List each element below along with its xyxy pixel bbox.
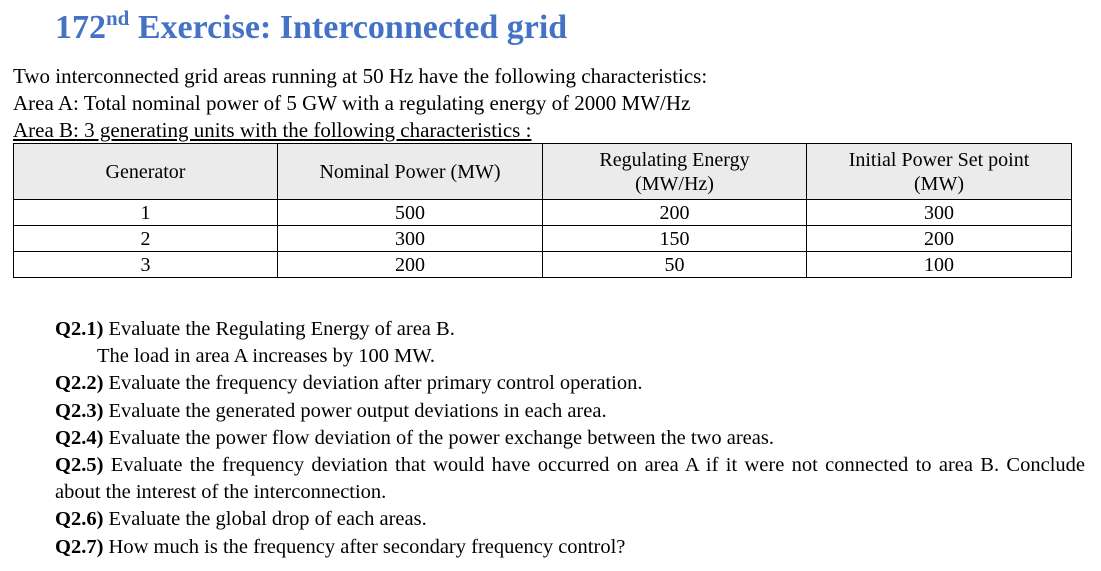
questions-list — [55, 316, 1085, 561]
cell-nominal-power: 300 — [278, 226, 543, 252]
table-row — [14, 200, 1072, 226]
cell-regulating-energy: 150 — [543, 226, 807, 252]
question-text: How much is the frequency after secondary frequency control? — [103, 535, 626, 558]
header-generator: Generator — [14, 144, 278, 200]
question-2-1 — [55, 316, 1085, 343]
question-2-4 — [55, 425, 1085, 452]
question-label: Q2.5) — [55, 454, 104, 477]
header-nominal-power: Nominal Power (MW) — [278, 144, 543, 200]
exercise-title-text: Exercise: Interconnected grid — [129, 9, 568, 46]
generator-table — [13, 143, 1072, 278]
question-2-7 — [55, 534, 1085, 561]
cell-nominal-power: 200 — [278, 252, 543, 278]
cell-nominal-power: 500 — [278, 200, 543, 226]
generator-table-header — [14, 144, 1072, 200]
question-label: Q2.4) — [55, 426, 104, 449]
question-label: Q2.2) — [55, 372, 104, 395]
load-increase-note: The load in area A increases by 100 MW. — [97, 345, 435, 368]
intro-line-1: Two interconnected grid areas running at 50 Hz have the following characteristics: — [13, 64, 708, 88]
cell-generator: 3 — [14, 252, 278, 278]
table-row — [14, 252, 1072, 278]
question-text: Evaluate the Regulating Energy of area B. — [103, 318, 455, 340]
question-text: Evaluate the power flow deviation of the power exchange between the two areas. — [103, 426, 774, 449]
cell-generator: 2 — [14, 226, 278, 252]
cell-setpoint: 200 — [807, 226, 1072, 252]
cell-generator: 1 — [14, 200, 278, 226]
question-label: Q2.6) — [55, 508, 104, 531]
exercise-title — [55, 6, 567, 50]
exercise-number: 172 — [55, 9, 106, 46]
question-2-6 — [55, 506, 1085, 533]
intro-line-2: Area A: Total nominal power of 5 GW with a regulating energy of 2000 MW/Hz — [13, 91, 691, 115]
question-label: Q2.7) — [55, 535, 104, 558]
question-text: Evaluate the global drop of each areas. — [103, 508, 427, 531]
question-text: Evaluate the frequency deviation that would have occurred on area A if it were not connected to area B. Conclude about the interest of the interconnection. — [55, 454, 1085, 504]
question-label: Q2.1) — [55, 318, 104, 340]
header-setpoint: Initial Power Set point (MW) — [807, 144, 1072, 200]
question-2-2 — [55, 370, 1085, 397]
header-row — [14, 144, 1072, 200]
intro-line-3: Area B: 3 generating units with the following characteristics : — [13, 118, 532, 142]
question-label: Q2.3) — [55, 399, 104, 422]
cell-setpoint: 300 — [807, 200, 1072, 226]
question-2-5 — [55, 452, 1085, 506]
intro-paragraph — [13, 63, 707, 144]
question-text: Evaluate the frequency deviation after primary control operation. — [103, 372, 643, 395]
cell-regulating-energy: 50 — [543, 252, 807, 278]
question-2-3 — [55, 398, 1085, 425]
question-text: Evaluate the generated power output deviations in each area. — [103, 399, 607, 422]
header-regulating-energy: Regulating Energy (MW/Hz) — [543, 144, 807, 200]
ordinal-suffix: nd — [106, 6, 130, 30]
cell-regulating-energy: 200 — [543, 200, 807, 226]
table-row — [14, 226, 1072, 252]
cell-setpoint: 100 — [807, 252, 1072, 278]
